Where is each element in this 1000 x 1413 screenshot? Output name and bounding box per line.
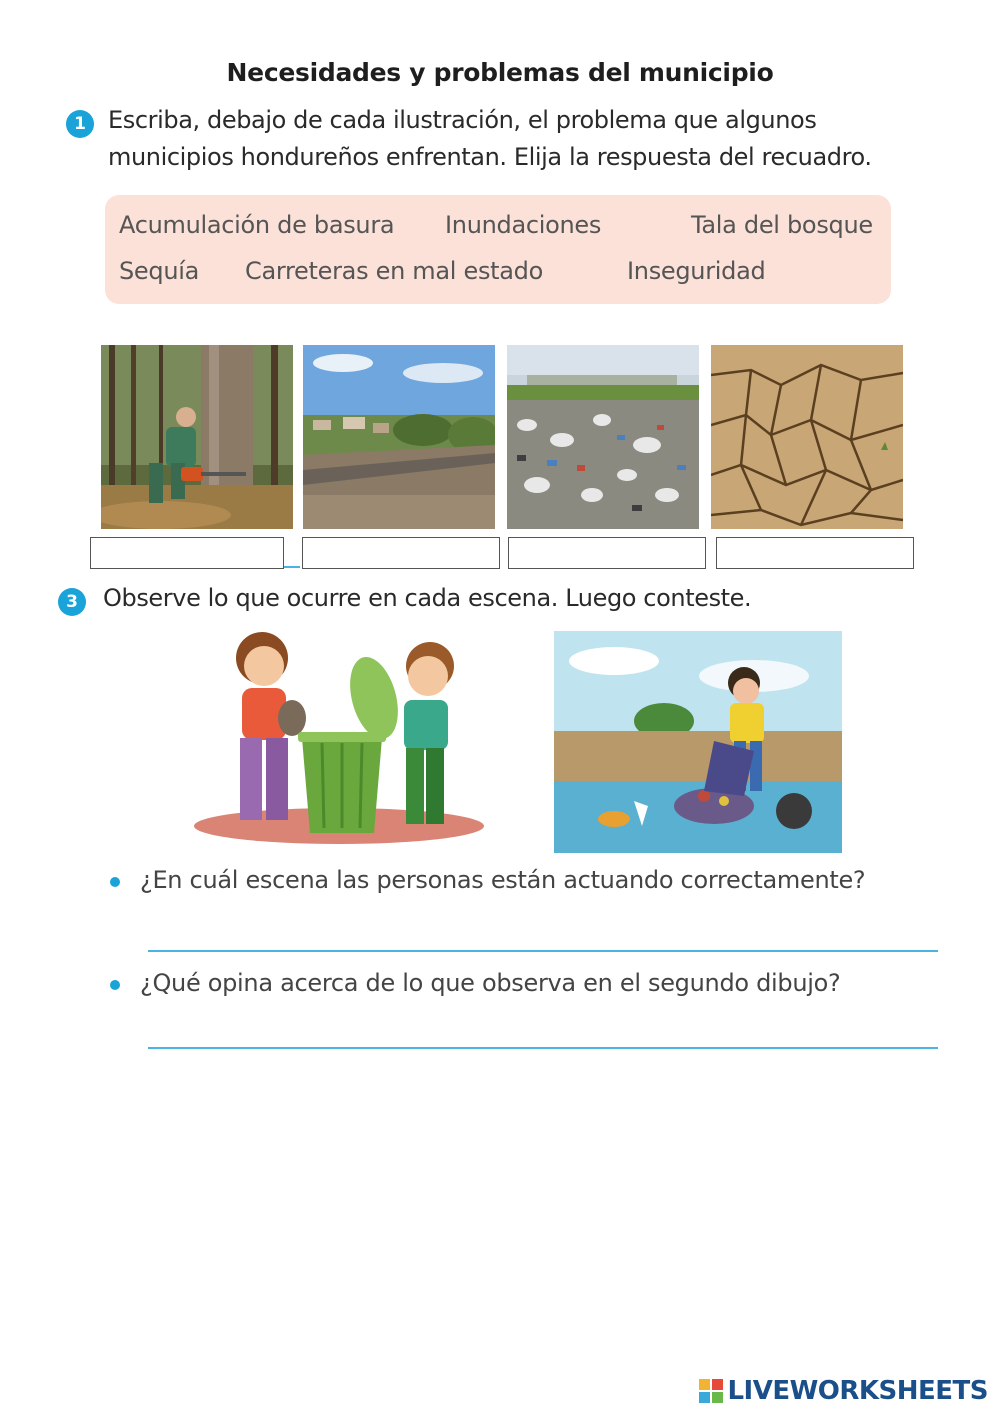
liveworksheets-logo	[699, 1376, 988, 1406]
question-2-text: ¿Qué opina acerca de lo que observa en el segundo dibujo?	[140, 969, 841, 997]
answer-box-photo-1[interactable]	[90, 537, 284, 569]
answer-box-photo-2[interactable]	[302, 537, 500, 569]
section-1-instruction	[108, 102, 872, 176]
cracked-dry-soil-photo	[711, 345, 903, 529]
question-2-answer-line[interactable]	[148, 1047, 938, 1049]
question-1-text: ¿En cuál escena las personas están actuando correctamente?	[140, 866, 866, 894]
kids-throwing-trash-illustration	[192, 628, 486, 846]
section-3-instruction: Observe lo que ocurre en cada escena. Luego conteste.	[103, 584, 752, 612]
section-3-number-badge: 3	[58, 588, 86, 616]
logger-cutting-tree-photo	[101, 345, 293, 529]
liveworksheets-logo-icon	[699, 1379, 723, 1403]
question-1-bullet	[110, 877, 120, 887]
word-bank-item: Tala del bosque	[691, 211, 873, 239]
section-1-number-badge: 1	[66, 110, 94, 138]
answer-box-photo-3[interactable]	[508, 537, 706, 569]
garbage-dump-photo	[507, 345, 699, 529]
liveworksheets-logo-text: LIVEWORKSHEETS	[727, 1376, 988, 1406]
section-1-instruction-line-2: municipios hondureños enfrentan. Elija la respuesta del recuadro.	[108, 143, 872, 171]
answer-box-photo-4[interactable]	[716, 537, 914, 569]
word-bank-item: Inundaciones	[445, 211, 602, 239]
question-2-bullet	[110, 980, 120, 990]
decorative-underline	[284, 566, 300, 568]
boy-polluting-river-illustration	[554, 631, 842, 853]
question-1-answer-line[interactable]	[148, 950, 938, 952]
word-bank-box	[105, 195, 891, 304]
word-bank-item: Sequía	[119, 257, 200, 285]
page-title: Necesidades y problemas del municipio	[226, 58, 774, 87]
word-bank-item: Acumulación de basura	[119, 211, 395, 239]
section-1-instruction-line-1: Escriba, debajo de cada ilustración, el problema que algunos	[108, 106, 817, 134]
unpaved-road-photo	[303, 345, 495, 529]
word-bank-item: Inseguridad	[627, 257, 766, 285]
word-bank-item: Carreteras en mal estado	[245, 257, 543, 285]
